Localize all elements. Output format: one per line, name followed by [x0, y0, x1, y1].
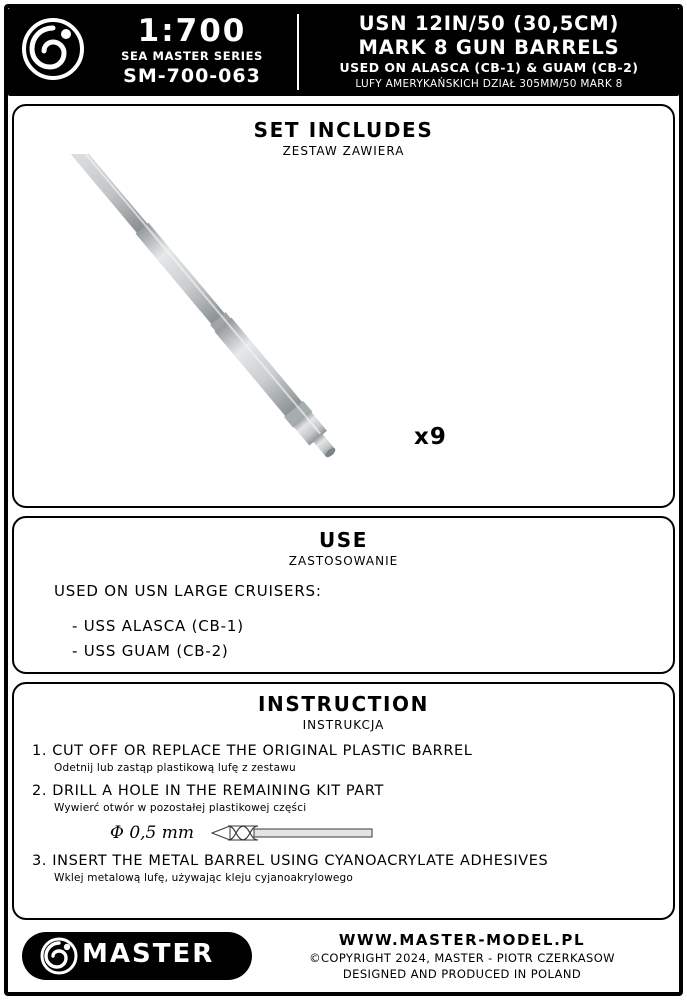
step-text-en: 3. INSERT THE METAL BARREL USING CYANOACRYLATE ADHESIVES — [32, 853, 549, 869]
scale-label: 1:700 — [137, 13, 247, 49]
instruction-step-3 — [32, 852, 662, 886]
use-body — [54, 580, 634, 664]
set-includes-subtitle: ZESTAW ZAWIERA — [282, 144, 405, 158]
step-text-en: 1. CUT OFF OR REPLACE THE ORIGINAL PLASTIC BARREL — [32, 743, 473, 759]
use-title: USE — [318, 528, 369, 552]
use-header — [14, 528, 673, 568]
use-panel — [12, 516, 675, 674]
drill-diameter-label: Φ 0,5 mm — [110, 823, 195, 843]
set-includes-header — [14, 118, 673, 158]
master-swirl-icon-small — [40, 937, 78, 975]
product-usage-line: USED ON ALASCA (CB-1) & GUAM (CB-2) — [339, 60, 639, 75]
use-subtitle: ZASTOSOWANIE — [288, 554, 399, 568]
header-left-block — [92, 14, 292, 88]
header-bar — [8, 8, 679, 96]
origin-line: DESIGNED AND PRODUCED IN POLAND — [342, 967, 582, 981]
use-intro: USED ON USN LARGE CRUISERS: — [54, 582, 322, 600]
master-swirl-icon — [22, 18, 84, 80]
brand-name: MASTER — [82, 939, 215, 969]
list-item: - USS GUAM (CB-2) — [72, 642, 229, 660]
instruction-step-1 — [32, 742, 662, 776]
website-url[interactable]: WWW.MASTER-MODEL.PL — [338, 931, 586, 949]
set-includes-panel — [12, 104, 675, 508]
product-code: SM-700-063 — [123, 65, 261, 87]
master-logo — [22, 932, 252, 980]
quantity-label: x9 — [414, 424, 447, 450]
header-divider — [297, 14, 299, 90]
step-text-en: 2. DRILL A HOLE IN THE REMAINING KIT PART — [32, 783, 384, 799]
footer — [12, 926, 675, 988]
list-item: - USS ALASCA (CB-1) — [72, 617, 244, 635]
instruction-subtitle: INSTRUKCJA — [302, 718, 385, 732]
instruction-header — [14, 692, 673, 732]
step-text-pl: Wywierć otwór w pozostałej plastikowej części — [54, 802, 307, 814]
product-title-line1: USN 12IN/50 (30,5CM) — [358, 12, 620, 35]
product-title-polish: LUFY AMERYKAŃSKICH DZIAŁ 305MM/50 MARK 8 — [355, 78, 623, 90]
header-title-block — [304, 12, 674, 92]
drill-bit-icon — [208, 822, 378, 844]
use-ship-list — [54, 614, 634, 664]
copyright-line: ©COPYRIGHT 2024, MASTER - PIOTR CZERKASOW — [309, 951, 615, 965]
series-label: SEA MASTER SERIES — [121, 49, 263, 63]
barrel-illustration — [14, 154, 677, 504]
instruction-title: INSTRUCTION — [258, 692, 429, 716]
footer-text-block — [262, 930, 662, 982]
set-includes-title: SET INCLUDES — [253, 118, 434, 142]
drill-size-row — [110, 822, 662, 844]
step-text-pl: Odetnij lub zastąp plastikową lufę z zestawu — [54, 762, 296, 774]
instruction-step-2 — [32, 782, 662, 816]
instruction-panel — [12, 682, 675, 920]
instruction-steps — [32, 742, 662, 892]
step-text-pl: Wklej metalową lufę, używając kleju cyjanoakrylowego — [54, 872, 354, 884]
product-title-line2: MARK 8 GUN BARRELS — [358, 36, 620, 59]
